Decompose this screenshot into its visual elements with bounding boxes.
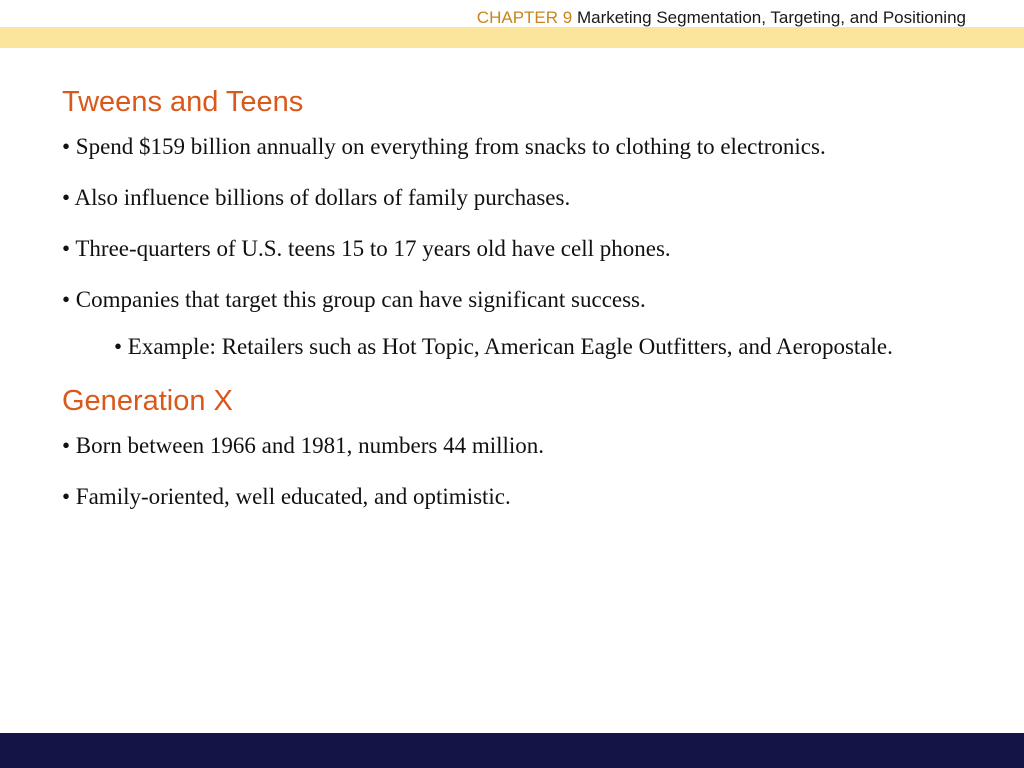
chapter-label: CHAPTER 9 xyxy=(476,8,573,27)
bullet-item: • Companies that target this group can have significant success. xyxy=(62,287,646,312)
bullet-item: • Three-quarters of U.S. teens 15 to 17 years old have cell phones. xyxy=(62,236,671,261)
chapter-header xyxy=(477,8,966,28)
section-heading-tweens-teens: Tweens and Teens xyxy=(62,86,304,118)
bullet-item: • Also influence billions of dollars of family purchases. xyxy=(62,185,571,210)
slide-content xyxy=(62,82,942,531)
header-band xyxy=(0,27,1024,48)
chapter-title: Marketing Segmentation, Targeting, and Positioning xyxy=(576,8,966,27)
section-heading-generation-x: Generation X xyxy=(62,385,233,417)
bullet-item: • Family-oriented, well educated, and optimistic. xyxy=(62,484,511,509)
bullet-item: • Born between 1966 and 1981, numbers 44 million. xyxy=(62,433,545,458)
sub-bullet-item: • Example: Retailers such as Hot Topic, American Eagle Outfitters, and Aeropostale. xyxy=(114,334,893,359)
bullet-item: • Spend $159 billion annually on everything from snacks to clothing to electronics. xyxy=(62,134,826,159)
footer-band xyxy=(0,733,1024,768)
